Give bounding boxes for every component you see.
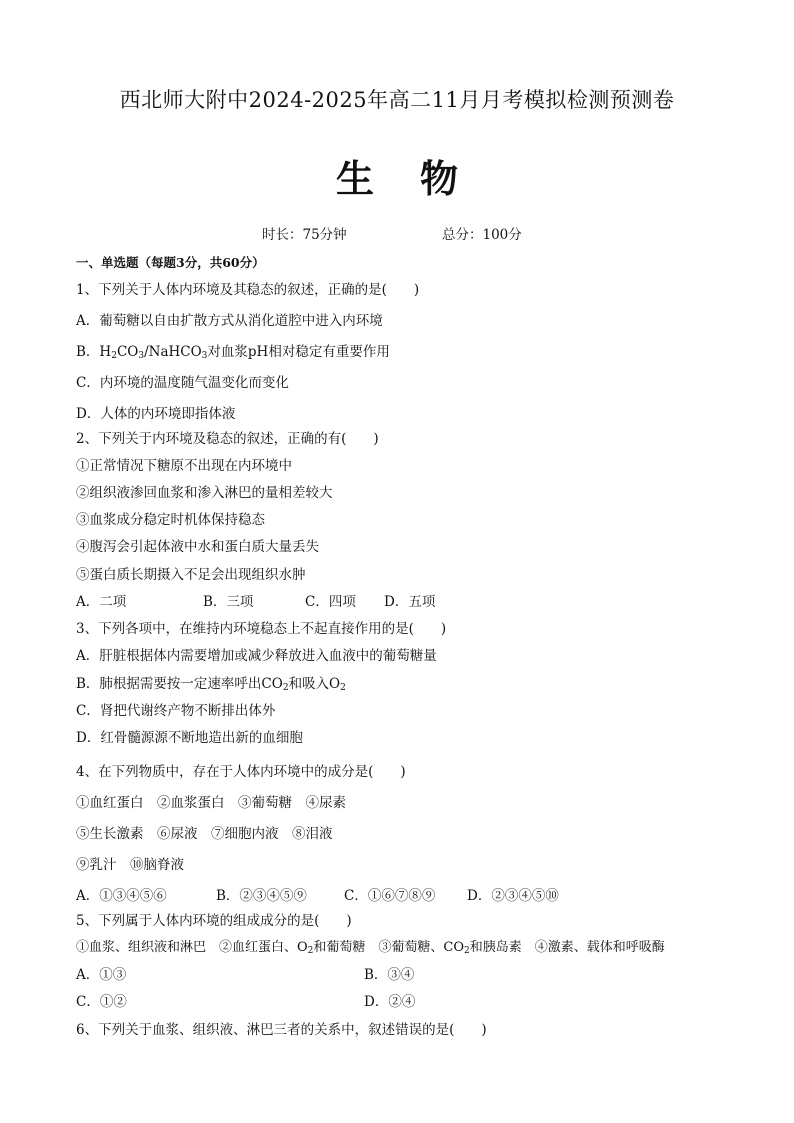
exam-title: 西北师大附中2024-2025年高二11月月考模拟检测预测卷 [119, 88, 675, 112]
q2-statement-2: ②组织液渗回血浆和渗入淋巴的量相差较大 [76, 485, 333, 501]
q5-option-c: C．①② [76, 994, 127, 1010]
subject-char-2: 物 [420, 157, 459, 201]
q2-statement-4: ④腹泻会引起体液中水和蛋白质大量丢失 [76, 539, 319, 555]
q1-option-d: D．人体的内环境即指体液 [76, 406, 236, 422]
q3-option-b: B．肺根据需要按一定速率呼出$CO_2$和吸入$O_2$ [76, 676, 346, 693]
q1-option-c: C．内环境的温度随气温变化而变化 [76, 375, 289, 391]
q5-option-b: B．③④ [364, 967, 415, 983]
q3-option-c: C．肾把代谢终产物不断排出体外 [76, 703, 276, 719]
q5-items: ①血浆、组织液和淋巴 ②血红蛋白、$O_2$和葡萄糖 ③葡萄糖、$CO_2$和胰岛素 ④激素、载体和呼吸酶 [76, 940, 665, 956]
q4-option-d: D．②③④⑤⑩ [467, 888, 559, 904]
q5-option-a: A．①③ [76, 967, 127, 983]
q5-stem: 5、下列属于人体内环境的组成成分的是( ) [76, 913, 352, 929]
q4-option-a: A．①③④⑤⑥ [76, 888, 167, 904]
q2-statement-3: ③血浆成分稳定时机体保持稳态 [76, 512, 265, 528]
q2-option-a: A．二项 [76, 594, 127, 610]
subject-title [0, 148, 794, 203]
q5-option-d: D．②④ [364, 994, 416, 1010]
q2-option-d: D．五项 [384, 594, 436, 610]
q3-option-d: D．红骨髓源源不断地造出新的血细胞 [76, 730, 303, 746]
q3-option-a: A．肝脏根据体内需要增加或减少释放进入血液中的葡萄糖量 [76, 648, 437, 664]
q2-statement-5: ⑤蛋白质长期摄入不足会出现组织水肿 [76, 567, 306, 583]
section-heading: 一、单选题（每题3分，共60分） [76, 255, 265, 270]
q2-statement-1: ①正常情况下糖原不出现在内环境中 [76, 458, 292, 474]
subject-char-1: 生 [335, 157, 374, 201]
q4-option-b: B．②③④⑤⑨ [216, 888, 307, 904]
q6-stem: 6、下列关于血浆、组织液、淋巴三者的关系中，叙述错误的是( ) [76, 1022, 487, 1038]
q4-items-row-2: ⑤生长激素 ⑥尿液 ⑦细胞内液 ⑧泪液 [76, 826, 333, 842]
exam-duration: 时长：75分钟 [262, 227, 347, 243]
q3-stem: 3、下列各项中，在维持内环境稳态上不起直接作用的是( ) [76, 621, 447, 637]
q1-stem: 1、下列关于人体内环境及其稳态的叙述，正确的是( ) [76, 282, 420, 298]
q4-stem: 4、在下列物质中，存在于人体内环境中的成分是( ) [76, 764, 406, 780]
q4-items-row-3: ⑨乳汁 ⑩脑脊液 [76, 857, 184, 873]
q4-option-c: C．①⑥⑦⑧⑨ [344, 888, 436, 904]
q2-option-c: C．四项 [305, 594, 356, 610]
q2-stem: 2、下列关于内环境及稳态的叙述，正确的有( ) [76, 431, 379, 447]
q4-items-row-1: ①血红蛋白 ②血浆蛋白 ③葡萄糖 ④尿素 [76, 795, 346, 811]
q1-option-b: B．$H_2CO_3/NaHCO_3$对血浆pH相对稳定有重要作用 [76, 344, 390, 361]
q1-option-a: A．葡萄糖以自由扩散方式从消化道腔中进入内环境 [76, 313, 383, 329]
q2-option-b: B．三项 [203, 594, 254, 610]
exam-total-score: 总分：100分 [442, 227, 522, 243]
